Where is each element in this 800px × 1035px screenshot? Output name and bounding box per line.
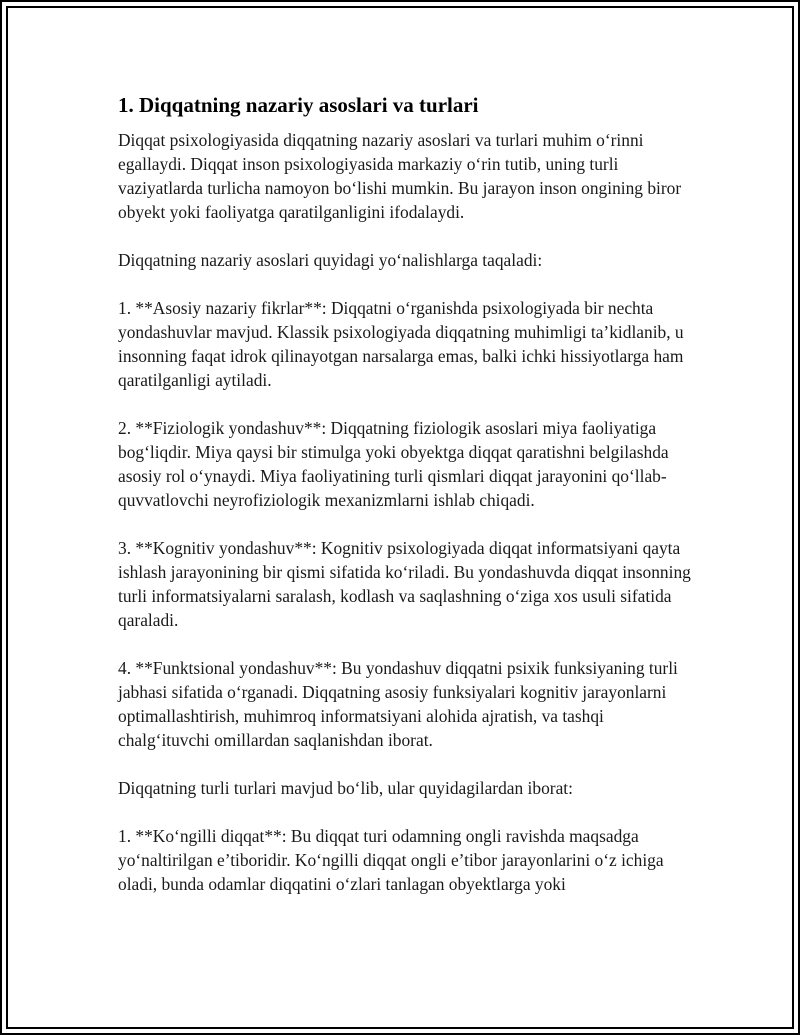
paragraph-basic-theory: 1. **Asosiy nazariy fikrlar**: Diqqatni o‘rganishda psixologiyada bir nechta yondashuvlar mavjud. Klassik psixologiyada diqqatning muhimligi ta’kidlanib, u insonning faqat idrok qilinayotgan narsalarga emas, balki ichki hissiyotlarga ham qaratilganligi aytiladi.: [118, 298, 684, 390]
paragraph-functional: 4. **Funktsional yondashuv**: Bu yondashuv diqqatni psixik funksiyaning turli jabhasi sifatida o‘rganadi. Diqqatning asosiy funksiyalari kognitiv jarayonlarni optimallashtirish, muhimroq informatsiyani alohida ajratish, va tashqi chalg‘ituvchi omillardan saqlanishdan iborat.: [118, 658, 678, 750]
paragraph-voluntary: 1. **Ko‘ngilli diqqat**: Bu diqqat turi odamning ongli ravishda maqsadga yo‘naltirilgan e’tiboridir. Ko‘ngilli diqqat ongli e’tibor jarayonlarini o‘z ichiga oladi, bunda odamlar diqqatini o‘zlari tanlagan obyektlarga yoki: [118, 826, 664, 894]
paragraph-foundations-lead: Diqqatning nazariy asoslari quyidagi yo‘nalishlarga taqaladi:: [118, 250, 543, 270]
paragraph-types-lead: Diqqatning turli turlari mavjud bo‘lib, ular quyidagilardan iborat:: [118, 778, 573, 798]
paragraph-cognitive: 3. **Kognitiv yondashuv**: Kognitiv psixologiyada diqqat informatsiyani qayta ishlash jarayonining bir qismi sifatida ko‘riladi. Bu yondashuvda diqqat insonning turli informatsiyalarni saralash, kodlash va saqlashning o‘ziga xos usuli sifatida qaraladi.: [118, 538, 691, 630]
document-body: [118, 91, 698, 920]
paragraph-physiological: 2. **Fiziologik yondashuv**: Diqqatning fiziologik asoslari miya faoliyatiga bog‘liqdir. Miya qaysi bir stimulga yoki obyektga diqqat qaratishni belgilashda asosiy rol o‘ynaydi. Miya faoliyatining turli qismlari diqqat jarayonini qo‘llab-quvvatlovchi neyrofiziologik mexanizmlarni ishlab chiqadi.: [118, 418, 669, 510]
section-heading: 1. Diqqatning nazariy asoslari va turlari: [118, 93, 479, 117]
paragraph-intro: Diqqat psixologiyasida diqqatning nazariy asoslari va turlari muhim o‘rinni egallaydi. Diqqat inson psixologiyasida markaziy o‘rin tutib, uning turli vaziyatlarda turlicha namoyon bo‘lishi mumkin. Bu jarayon inson ongining biror obyekt yoki faoliyatga qaratilganligini ifodalaydi.: [118, 130, 682, 222]
